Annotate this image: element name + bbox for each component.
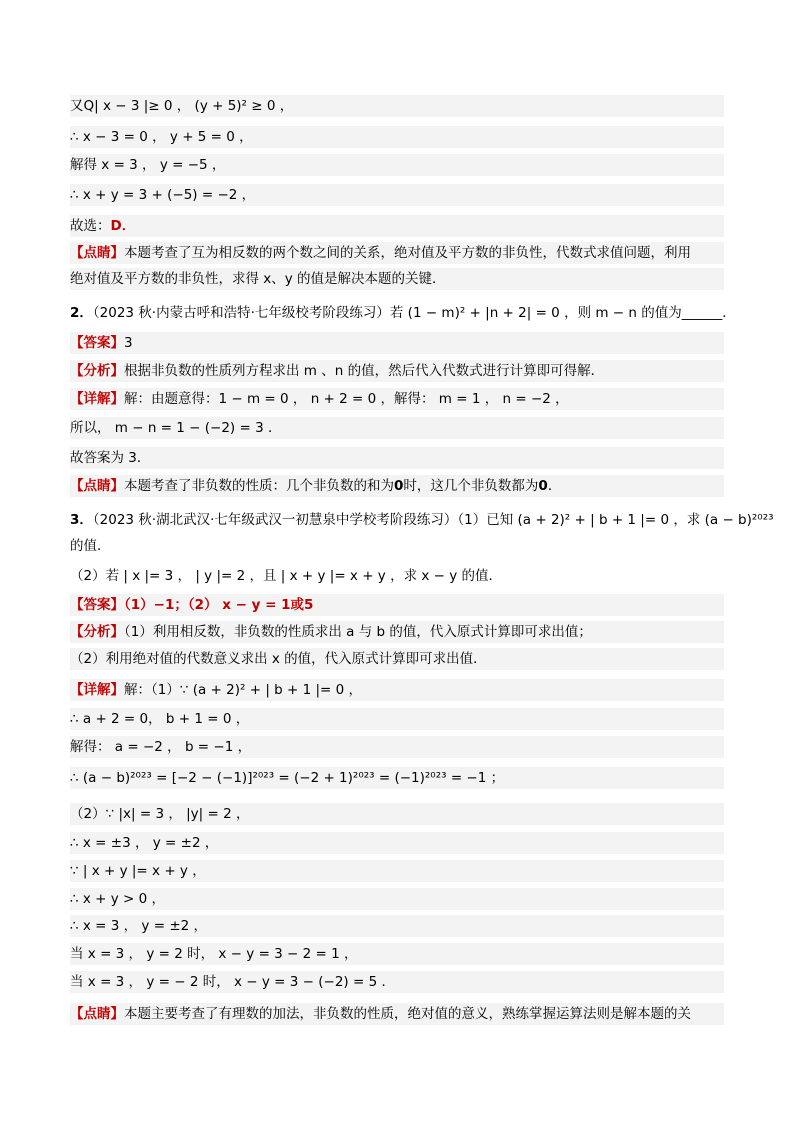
answer-line: 【答案】3 (70, 332, 724, 354)
math-text: ∴ x + y = 3 + (−5) = −2 ， (70, 187, 256, 203)
solution-line (70, 95, 724, 117)
detail-line: ∴ x = 3 ， y = ±2 ， (70, 915, 724, 937)
detail-line: ∴ a + 2 = 0， b + 1 = 0 ， (70, 708, 724, 730)
question-text: （1）已知 (a + 2)² + | b + 1 |= 0 ，求 (a − b)²⁰²³ (457, 512, 774, 528)
answer-line: 【答案】（1）−1；（2） x − y = 1或5 (70, 594, 724, 616)
solution-line (70, 126, 724, 148)
math-text: 解得 x = 3 ， y = −5 ， (70, 157, 226, 173)
detail-line: 当 x = 3 ， y = − 2 时， x − y = 3 − (−2) = 5 ． (70, 971, 724, 993)
answer-tag: 【答案】 (70, 335, 124, 351)
answer-letter: D． (110, 218, 136, 234)
detail-line: 【详解】解：由题意得：1 − m = 0 ， n + 2 = 0 ，解得： m = 1 ， n = −2 ， (70, 388, 724, 410)
question-text: 若 (1 − m)² + |n + 2| = 0 ，则 m − n 的值为______． (389, 305, 736, 321)
analysis-line: 【分析】根据非负数的性质列方程求出 m 、n 的值，然后代入代数式进行计算即可得解． (70, 360, 724, 382)
detail-line: 当 x = 3 ， y = 2 时， x − y = 3 − 2 = 1 ， (70, 943, 724, 965)
detail-line: 所以， m − n = 1 − (−2) = 3 ． (70, 417, 724, 439)
solution-line: 故选：D． (70, 215, 724, 237)
detail-tag: 【详解】 (70, 682, 124, 698)
detail-line: ∵ | x + y |= x + y ， (70, 860, 724, 882)
answer-tag: 【答案】 (70, 597, 124, 613)
detail-line: ∴ (a − b)²⁰²³ = [−2 − (−1)]²⁰²³ = (−2 + 1)²⁰²³ = (−1)²⁰²³ = −1 ； (70, 767, 724, 789)
math-text: 又Q| x − 3 |≥ 0 ， (y + 5)² ≥ 0 ， (70, 98, 294, 114)
solution-line (70, 154, 724, 176)
detail-line: ∴ x = ±3 ， y = ±2 ， (70, 832, 724, 854)
detail-line: 解得： a = −2 ， b = −1 ， (70, 736, 724, 758)
question-3-part2: （2）若 | x |= 3 ， | y |= 2 ，且 | x + y |= x + y ，求 x − y 的值． (70, 565, 724, 587)
analysis-line: 【分析】（1）利用相反数，非负数的性质求出 a 与 b 的值，代入原式计算即可求出值； (70, 621, 724, 643)
comment-line: 【点睛】本题主要考查了有理数的加法，非负数的性质，绝对值的意义，熟练掌握运算法则是解本题的关 (70, 1003, 724, 1025)
detail-line: （2）∵ |x| = 3 ， |y| = 2 ， (70, 803, 724, 825)
question-3: 3．（2023 秋·湖北武汉·七年级武汉一初慧泉中学校考阶段练习）（1）已知 (a + 2)² + | b + 1 |= 0 ，求 (a − b)²⁰²³ (70, 509, 724, 531)
analysis-tag: 【分析】 (70, 363, 124, 379)
comment-tag: 【点睛】 (70, 478, 124, 494)
solution-line (70, 184, 724, 206)
comment-line: 【点睛】本题考查了互为相反数的两个数之间的关系，绝对值及平方数的非负性，代数式求值问题，利用 (70, 242, 724, 264)
question-3-cont: 的值． (70, 535, 724, 557)
comment-line: 绝对值及平方数的非负性，求得 x、y 的值是解决本题的关键． (70, 268, 724, 290)
analysis-line: （2）利用绝对值的代数意义求出 x 的值，代入原式计算即可求出值． (70, 648, 724, 670)
analysis-tag: 【分析】 (70, 624, 124, 640)
detail-line: 故答案为 3． (70, 447, 724, 469)
question-source: （2023 秋·内蒙古呼和浩特·七年级校考阶段练习） (92, 305, 390, 321)
detail-tag: 【详解】 (70, 391, 124, 407)
comment-line: 【点睛】本题考查了非负数的性质：几个非负数的和为0时，这几个非负数都为0． (70, 475, 724, 497)
question-2: 2．（2023 秋·内蒙古呼和浩特·七年级校考阶段练习）若 (1 − m)² + |n + 2| = 0 ，则 m − n 的值为______． (70, 302, 724, 324)
math-text: ∴ x − 3 = 0 ， y + 5 = 0 ， (70, 129, 253, 145)
question-source: （2023 秋·湖北武汉·七年级武汉一初慧泉中学校考阶段练习） (92, 512, 458, 528)
comment-tag: 【点睛】 (70, 245, 124, 261)
comment-tag: 【点睛】 (70, 1006, 124, 1022)
detail-line: 【详解】解：（1）∵ (a + 2)² + | b + 1 |= 0 ， (70, 679, 724, 701)
detail-line: ∴ x + y > 0 ， (70, 888, 724, 910)
